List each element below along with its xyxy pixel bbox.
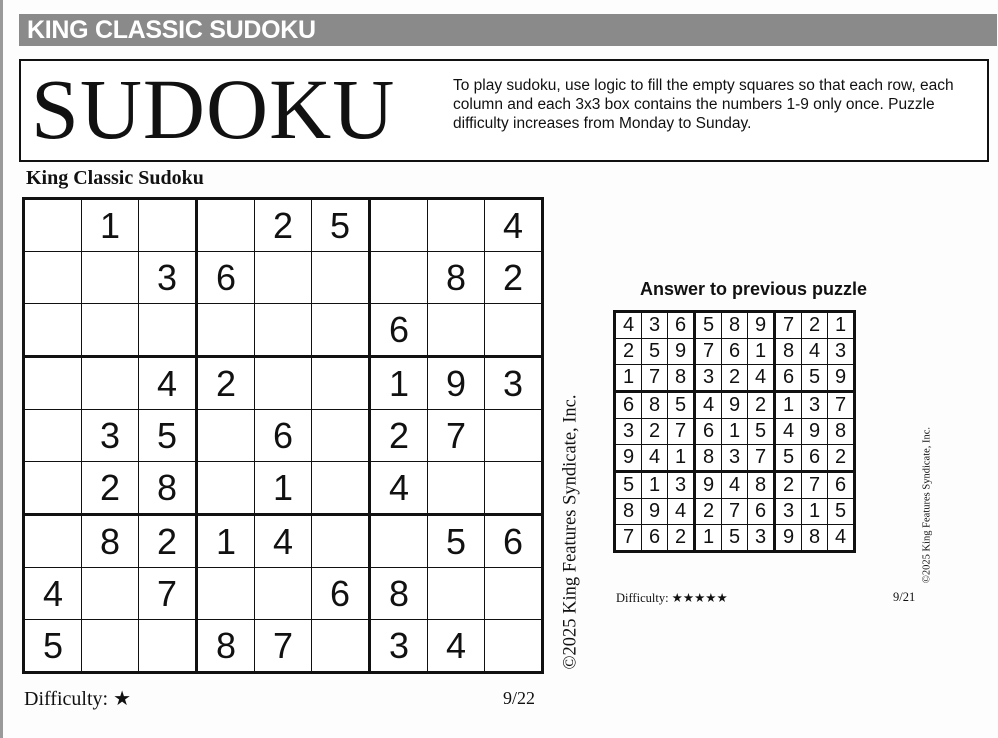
answer-cell: 5 (748, 419, 775, 445)
grid-row (24, 462, 543, 515)
answer-cell: 8 (668, 365, 695, 392)
puzzle-cell: 5 (312, 199, 370, 252)
puzzle-cell: 5 (24, 620, 82, 673)
answer-cell: 3 (802, 392, 828, 419)
sudoku-puzzle-grid (22, 197, 544, 674)
banner-title: SUDOKU (31, 61, 396, 157)
answer-cell: 2 (748, 392, 775, 419)
puzzle-cell (197, 199, 255, 252)
puzzle-cell: 6 (312, 568, 370, 620)
puzzle-cell: 8 (197, 620, 255, 673)
answer-cell: 1 (695, 525, 722, 552)
instructions-text: To play sudoku, use logic to fill the empty squares so that each row, each column and each 3x3 box contains the numbers 1-9 only once. Puzzle difficulty increases from Monday to Sunday. (453, 77, 954, 132)
puzzle-cell: 3 (485, 357, 543, 410)
grid-row (24, 568, 543, 620)
grid-row (615, 499, 855, 525)
puzzle-cell (312, 357, 370, 410)
puzzle-cell: 4 (428, 620, 485, 673)
puzzle-cell (139, 304, 197, 357)
answer-cell: 7 (695, 339, 722, 365)
puzzle-cell (485, 410, 543, 462)
puzzle-cell: 4 (370, 462, 428, 515)
puzzle-cell: 2 (139, 515, 197, 568)
answer-grid (613, 310, 856, 553)
answer-cell: 1 (828, 312, 855, 339)
puzzle-cell (24, 199, 82, 252)
puzzle-cell: 6 (370, 304, 428, 357)
answer-cell: 8 (775, 339, 802, 365)
puzzle-cell: 2 (255, 199, 312, 252)
answer-cell: 4 (748, 365, 775, 392)
puzzle-cell: 8 (370, 568, 428, 620)
puzzle-cell (255, 252, 312, 304)
puzzle-cell: 9 (428, 357, 485, 410)
puzzle-cell (255, 357, 312, 410)
puzzle-cell (312, 620, 370, 673)
answer-cell: 4 (802, 339, 828, 365)
answer-cell: 1 (802, 499, 828, 525)
section-header-title: KING CLASSIC SUDOKU (27, 16, 316, 44)
puzzle-cell: 6 (197, 252, 255, 304)
puzzle-cell (485, 568, 543, 620)
puzzle-cell (312, 410, 370, 462)
left-margin-rule (0, 0, 3, 738)
answer-cell: 2 (775, 472, 802, 499)
puzzle-cell (485, 304, 543, 357)
answer-cell: 8 (615, 499, 642, 525)
answer-cell: 2 (642, 419, 668, 445)
answer-cell: 8 (722, 312, 748, 339)
puzzle-cell: 8 (428, 252, 485, 304)
answer-cell: 5 (695, 312, 722, 339)
grid-row (24, 252, 543, 304)
puzzle-cell: 4 (24, 568, 82, 620)
puzzle-cell (197, 410, 255, 462)
puzzle-cell (370, 199, 428, 252)
puzzle-cell (370, 252, 428, 304)
grid-row (615, 419, 855, 445)
puzzle-cell (197, 462, 255, 515)
puzzle-cell: 1 (197, 515, 255, 568)
answer-cell: 7 (668, 419, 695, 445)
answer-cell: 3 (615, 419, 642, 445)
grid-row (615, 525, 855, 552)
answer-cell: 9 (802, 419, 828, 445)
grid-row (615, 365, 855, 392)
answer-cell: 3 (828, 339, 855, 365)
puzzle-cell (24, 357, 82, 410)
puzzle-cell (485, 462, 543, 515)
answer-cell: 7 (828, 392, 855, 419)
puzzle-cell: 5 (428, 515, 485, 568)
puzzle-cell (82, 620, 139, 673)
answer-cell: 9 (775, 525, 802, 552)
answer-cell: 3 (668, 472, 695, 499)
answer-cell: 8 (828, 419, 855, 445)
answer-cell: 9 (748, 312, 775, 339)
answer-cell: 5 (642, 339, 668, 365)
puzzle-cell (24, 304, 82, 357)
puzzle-cell: 7 (255, 620, 312, 673)
answer-cell: 3 (722, 445, 748, 472)
puzzle-cell: 2 (485, 252, 543, 304)
answer-cell: 4 (615, 312, 642, 339)
grid-row (24, 620, 543, 673)
answer-cell: 1 (642, 472, 668, 499)
answer-cell: 8 (695, 445, 722, 472)
answer-cell: 5 (828, 499, 855, 525)
puzzle-cell (139, 620, 197, 673)
puzzle-date: 9/22 (503, 688, 536, 708)
puzzle-cell: 1 (370, 357, 428, 410)
puzzle-cell: 2 (370, 410, 428, 462)
answer-cell: 7 (748, 445, 775, 472)
answer-cell: 7 (642, 365, 668, 392)
answer-cell: 7 (722, 499, 748, 525)
puzzle-cell: 7 (428, 410, 485, 462)
answer-cell: 1 (722, 419, 748, 445)
answer-cell: 9 (722, 392, 748, 419)
puzzle-cell (82, 357, 139, 410)
answer-cell: 6 (828, 472, 855, 499)
answer-cell: 6 (615, 392, 642, 419)
puzzle-cell: 6 (485, 515, 543, 568)
answer-heading: Answer to previous puzzle (640, 279, 868, 299)
puzzle-cell (312, 515, 370, 568)
puzzle-cell (485, 620, 543, 673)
grid-row (615, 445, 855, 472)
answer-cell: 3 (748, 525, 775, 552)
puzzle-cell: 2 (197, 357, 255, 410)
answer-cell: 3 (695, 365, 722, 392)
answer-cell: 9 (668, 339, 695, 365)
answer-cell: 6 (775, 365, 802, 392)
sudoku-banner (19, 59, 989, 162)
puzzle-cell (428, 462, 485, 515)
grid-row (24, 410, 543, 462)
answer-cell: 6 (722, 339, 748, 365)
puzzle-cell: 3 (139, 252, 197, 304)
answer-cell: 4 (668, 499, 695, 525)
puzzle-cell: 8 (139, 462, 197, 515)
answer-cell: 4 (695, 392, 722, 419)
answer-cell: 2 (722, 365, 748, 392)
answer-cell: 9 (615, 445, 642, 472)
grid-row (615, 312, 855, 339)
answer-cell: 8 (802, 525, 828, 552)
answer-cell: 2 (695, 499, 722, 525)
puzzle-cell (197, 568, 255, 620)
answer-cell: 7 (775, 312, 802, 339)
answer-cell: 3 (642, 312, 668, 339)
answer-cell: 9 (695, 472, 722, 499)
puzzle-cell (428, 304, 485, 357)
answer-cell: 2 (802, 312, 828, 339)
answer-cell: 6 (748, 499, 775, 525)
answer-cell: 2 (668, 525, 695, 552)
answer-cell: 3 (775, 499, 802, 525)
answer-cell: 9 (642, 499, 668, 525)
puzzle-heading: King Classic Sudoku (26, 167, 204, 189)
grid-row (615, 392, 855, 419)
answer-cell: 5 (775, 445, 802, 472)
answer-cell: 7 (615, 525, 642, 552)
puzzle-cell: 4 (255, 515, 312, 568)
answer-cell: 8 (642, 392, 668, 419)
answer-cell: 2 (615, 339, 642, 365)
grid-row (615, 472, 855, 499)
puzzle-cell (24, 410, 82, 462)
puzzle-cell (312, 304, 370, 357)
puzzle-cell: 3 (82, 410, 139, 462)
puzzle-cell: 1 (255, 462, 312, 515)
answer-cell: 5 (615, 472, 642, 499)
puzzle-cell (255, 304, 312, 357)
puzzle-cell (139, 199, 197, 252)
grid-row (24, 304, 543, 357)
puzzle-cell (82, 568, 139, 620)
answer-cell: 8 (748, 472, 775, 499)
answer-cell: 1 (668, 445, 695, 472)
puzzle-cell: 5 (139, 410, 197, 462)
grid-row (24, 515, 543, 568)
answer-cell: 5 (668, 392, 695, 419)
puzzle-cell (24, 252, 82, 304)
puzzle-cell: 1 (82, 199, 139, 252)
grid-row (24, 357, 543, 410)
answer-cell: 6 (642, 525, 668, 552)
answer-cell: 7 (802, 472, 828, 499)
grid-row (24, 199, 543, 252)
puzzle-cell (197, 304, 255, 357)
puzzle-difficulty: Difficulty: ★ (24, 688, 131, 710)
puzzle-cell (82, 252, 139, 304)
puzzle-cell (24, 515, 82, 568)
answer-cell: 4 (775, 419, 802, 445)
answer-cell: 9 (828, 365, 855, 392)
puzzle-cell: 4 (485, 199, 543, 252)
puzzle-cell: 3 (370, 620, 428, 673)
puzzle-cell (312, 252, 370, 304)
puzzle-cell (82, 304, 139, 357)
puzzle-cell: 7 (139, 568, 197, 620)
puzzle-cell: 4 (139, 357, 197, 410)
puzzle-cell: 8 (82, 515, 139, 568)
puzzle-cell: 2 (82, 462, 139, 515)
answer-cell: 5 (722, 525, 748, 552)
puzzle-cell: 6 (255, 410, 312, 462)
puzzle-cell (370, 515, 428, 568)
answer-cell: 1 (748, 339, 775, 365)
puzzle-cell (255, 568, 312, 620)
answer-cell: 6 (668, 312, 695, 339)
answer-difficulty: Difficulty: ★★★★★ (616, 591, 728, 605)
puzzle-cell (428, 199, 485, 252)
puzzle-cell (428, 568, 485, 620)
answer-date: 9/21 (893, 590, 916, 604)
puzzle-copyright: ©2025 King Features Syndicate, Inc. (560, 394, 581, 670)
answer-cell: 6 (802, 445, 828, 472)
puzzle-cell (312, 462, 370, 515)
grid-row (615, 339, 855, 365)
answer-cell: 4 (722, 472, 748, 499)
section-header (19, 14, 997, 46)
answer-cell: 1 (775, 392, 802, 419)
answer-cell: 1 (615, 365, 642, 392)
answer-cell: 2 (828, 445, 855, 472)
answer-cell: 5 (802, 365, 828, 392)
answer-cell: 4 (642, 445, 668, 472)
answer-cell: 6 (695, 419, 722, 445)
answer-cell: 4 (828, 525, 855, 552)
answer-copyright: ©2025 King Features Syndicate, Inc. (921, 426, 933, 584)
puzzle-cell (24, 462, 82, 515)
